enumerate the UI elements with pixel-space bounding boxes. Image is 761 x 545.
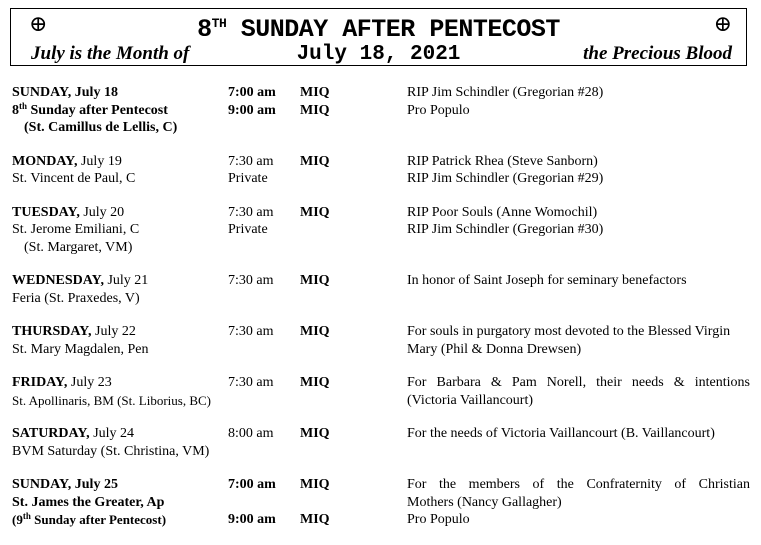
mass-intention: For the needs of Victoria Vaillancourt (B. Vaillancourt) [407, 426, 715, 441]
feast-name: 8th Sunday after Pentecost [12, 100, 168, 118]
cross-icon-right: ⊕ [713, 11, 732, 36]
mass-location: MIQ [300, 273, 330, 288]
schedule-entry-saturday [12, 425, 754, 460]
mass-intention: Pro Populo [407, 512, 470, 527]
mass-location: MIQ [300, 324, 330, 339]
day-name: SUNDAY, July 25 [12, 477, 118, 492]
mass-location: MIQ [300, 375, 330, 390]
mass-schedule [12, 84, 754, 545]
page-title: 8TH SUNDAY AFTER PENTECOST [197, 15, 560, 44]
feast-name: St. Jerome Emiliani, C [12, 222, 140, 237]
mass-intention: RIP Jim Schindler (Gregorian #29) [407, 171, 604, 186]
mass-intention: For souls in purgatory most devoted to the Blessed Virgin [407, 324, 731, 339]
mass-time: 7:00 am [228, 85, 276, 100]
mass-intention: RIP Patrick Rhea (Steve Sanborn) [407, 153, 598, 169]
commemoration: (9th Sunday after Pentecost) [12, 511, 167, 527]
mass-time: 7:30 am [228, 204, 274, 220]
mass-intention: For the members of the Confraternity of Christian [407, 477, 750, 492]
mass-time: 7:30 am [228, 153, 274, 169]
commemoration: (St. Margaret, VM) [24, 239, 133, 255]
mass-time: 8:00 am [228, 426, 274, 441]
day-name: THURSDAY, July 22 [12, 324, 136, 339]
schedule-entry-thursday [12, 323, 754, 358]
mass-location: MIQ [300, 204, 330, 220]
schedule-entry-friday [12, 374, 754, 409]
day-name: FRIDAY, July 23 [12, 375, 112, 390]
feast-name: St. Apollinaris, BM (St. Liborius, BC) [12, 392, 211, 408]
mass-time: 9:00 am [228, 512, 276, 527]
cross-icon-left: ⊕ [29, 11, 48, 36]
mass-intention-continued: (Victoria Vaillancourt) [407, 392, 534, 408]
mass-intention: RIP Poor Souls (Anne Womochil) [407, 204, 598, 220]
schedule-entry-sunday-jul-18 [12, 84, 754, 137]
day-name: SATURDAY, July 24 [12, 426, 135, 441]
feast-name: Feria (St. Praxedes, V) [12, 290, 140, 306]
month-dedication-right: the Precious Blood [583, 43, 732, 64]
schedule-entry-tuesday [12, 204, 754, 257]
mass-time: 9:00 am [228, 102, 276, 118]
mass-location: MIQ [300, 512, 330, 527]
mass-intention: Pro Populo [407, 102, 470, 118]
feast-name: St. James the Greater, Ap [12, 494, 165, 510]
bulletin-date: July 18, 2021 [296, 43, 461, 66]
mass-location: MIQ [300, 102, 330, 118]
mass-location: MIQ [300, 426, 330, 441]
mass-location: MIQ [300, 85, 330, 100]
day-name: TUESDAY, July 20 [12, 204, 125, 220]
mass-note: Private [228, 171, 268, 186]
mass-time: 7:30 am [228, 273, 274, 288]
day-name: MONDAY, July 19 [12, 153, 122, 169]
mass-location: MIQ [300, 153, 330, 169]
mass-intention-continued: Mothers (Nancy Gallagher) [407, 494, 562, 510]
mass-time: 7:30 am [228, 324, 274, 339]
mass-location: MIQ [300, 477, 330, 492]
feast-name: St. Mary Magdalen, Pen [12, 341, 149, 357]
month-dedication-left: July is the Month of [31, 43, 190, 64]
mass-note: Private [228, 222, 268, 237]
day-name: SUNDAY, July 18 [12, 85, 118, 100]
mass-intention-continued: Mary (Phil & Donna Drewsen) [407, 341, 582, 357]
mass-time: 7:00 am [228, 477, 276, 492]
mass-intention: For Barbara & Pam Norell, their needs & intentions [407, 375, 750, 390]
feast-name: BVM Saturday (St. Christina, VM) [12, 443, 210, 459]
mass-intention: RIP Jim Schindler (Gregorian #28) [407, 85, 604, 100]
schedule-entry-wednesday [12, 272, 754, 307]
day-name: WEDNESDAY, July 21 [12, 273, 149, 288]
mass-intention: RIP Jim Schindler (Gregorian #30) [407, 222, 604, 237]
bulletin-header [10, 8, 747, 66]
commemoration: (St. Camillus de Lellis, C) [24, 120, 178, 135]
feast-name: St. Vincent de Paul, C [12, 171, 136, 186]
schedule-entry-monday [12, 153, 754, 188]
mass-time: 7:30 am [228, 375, 274, 390]
mass-intention: In honor of Saint Joseph for seminary benefactors [407, 273, 687, 288]
schedule-entry-sunday-jul-25 [12, 476, 754, 529]
